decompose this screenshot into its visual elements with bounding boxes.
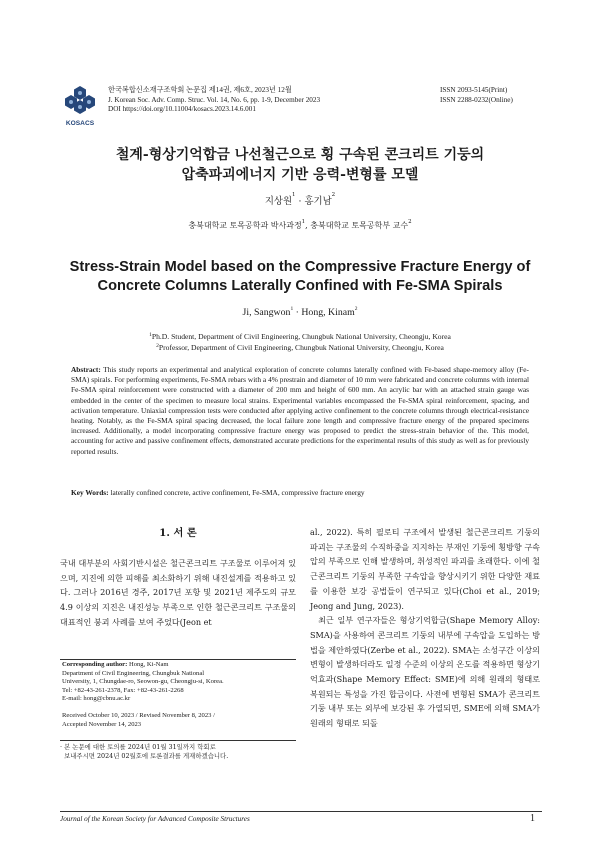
- citation-korean: 한국복합신소재구조학회 논문집 제14권, 제6호, 2023년 12월: [108, 86, 292, 94]
- keywords: [71, 488, 529, 497]
- english-author-separator: ·: [293, 307, 302, 318]
- note-divider: [60, 740, 296, 741]
- keywords-text: laterally confined concrete, active confinement, Fe-SMA, compressive fracture energy: [110, 488, 365, 497]
- korean-aff2: 충북대학교 토목공학부 교수: [310, 221, 409, 230]
- korean-author2: 홍기남: [304, 196, 332, 207]
- issn-print: ISSN 2093-5145(Print): [440, 86, 508, 94]
- english-title-line1: Stress-Strain Model based on the Compressive Fracture Energy of: [69, 259, 531, 275]
- korean-aff2-sup: 2: [408, 219, 412, 225]
- english-author2-sup: 2: [354, 306, 358, 312]
- corresponding-label: Corresponding author:: [62, 661, 128, 668]
- page-number: 1: [530, 813, 535, 824]
- english-author2: Hong, Kinam: [301, 307, 355, 318]
- english-aff2-sup: 2: [156, 343, 159, 349]
- english-aff1: Ph.D. Student, Department of Civil Engineering, Chungbuk National University, Cheongju, Korea: [151, 332, 451, 341]
- note-line1: · 본 논문에 대한 토의를 2024년 01월 31일까지 학회로: [60, 743, 216, 751]
- corresponding-dept: Department of Civil Engineering, Chungbuk National: [62, 669, 205, 677]
- korean-affiliations: [0, 220, 600, 231]
- english-aff1-sup: 1: [149, 332, 152, 338]
- english-authors: [0, 307, 600, 318]
- korean-author1: 지상원: [264, 196, 293, 207]
- korean-authors: [0, 193, 600, 207]
- korean-aff1-sup: 1: [301, 219, 306, 225]
- english-aff2: Professor, Department of Civil Engineering, Chungbuk National University, Cheongju, Korea: [158, 343, 444, 352]
- korean-author1-sup: 1: [292, 192, 296, 198]
- citation-english: J. Korean Soc. Adv. Comp. Struc. Vol. 14, No. 6, pp. 1-9, December 2023: [108, 95, 321, 104]
- intro-left-column: 국내 대부분의 사회기반시설은 철근콘크리트 구조물로 이루어져 있으며, 지진에 의한 피해를 최소화하기 위해 내진설계를 적용하고 있다. 그러나 2016년 경주, 2017년 포항 및 2021년 제주도의 규모 4.9 이상의 지진은 내진성능 부족으로 인한 철근콘크리트 구조물의 대표적인 붕괴 사례를 보여 주었다(Jeon et: [60, 558, 296, 627]
- english-affiliation-2: [0, 342, 600, 353]
- received-line2: Accepted November 14, 2023: [62, 720, 142, 728]
- english-affiliation-1: [0, 331, 600, 342]
- issn-online: ISSN 2288-0232(Online): [440, 95, 513, 104]
- discussion-note: [60, 743, 296, 761]
- logo-wordmark: KOSACS: [65, 120, 95, 127]
- received-dates: [62, 712, 294, 729]
- korean-title-line2: 압축파괴에너지 기반 응력-변형률 모델: [181, 167, 419, 183]
- korean-author-separator: ·: [295, 196, 305, 207]
- intro-paragraph-1: al., 2022). 특히 필로티 구조에서 발생된 철근콘크리트 기둥의 파괴는 구조물의 수직하중을 지지하는 부재인 기둥에 횡방향 구속압의 부족으로 인해 발생하며, 취성적인 파괴를 초래한다. 이에 철근콘크리트 기둥의 부족한 구속압을 향상시키기 위한 다양한 재료를 이용한 보강 공법들이 연구되고 있다(Choi et al., 2019; Jeong and Jung, 2023).: [310, 527, 540, 611]
- abstract: [71, 365, 529, 457]
- korean-aff-separator: ,: [305, 221, 311, 230]
- footer-journal-name: Journal of the Korean Society for Advanced Composite Structures: [60, 815, 250, 823]
- received-line1: Received October 10, 2023 / Revised November 8, 2023 /: [62, 712, 215, 719]
- correspondence-divider: [60, 659, 296, 660]
- english-author1-sup: 1: [290, 306, 294, 312]
- corresponding-name: Hong, Ki-Nam: [128, 661, 169, 668]
- issn-block: [440, 86, 513, 105]
- section-title: 1. 서 론: [159, 527, 197, 539]
- corresponding-email[interactable]: E-mail: hong@cbnu.ac.kr: [62, 695, 131, 703]
- korean-aff1: 충북대학교 토목공학과 박사과정: [188, 221, 302, 230]
- journal-citation: [108, 86, 320, 115]
- intro-right-column: [310, 525, 540, 731]
- korean-author2-sup: 2: [331, 192, 336, 198]
- journal-logo: [60, 84, 100, 120]
- doi-link[interactable]: DOI https://doi.org/10.11004/kosacs.2023.14.6.001: [108, 105, 256, 114]
- abstract-text: This study reports an experimental and analytical exploration of concrete columns laterally confined with Fe-based shape-memory alloy (Fe-SMA) spirals. For performing experiments, Fe-SMA rebars with a 4% prestrain and diameter of 10 mm were fabricated and concrete columns with internal Fe-SMA spiral reinforcement were constructed with a diameter of 200 mm and height of 600 mm. An acrylic bar with an attached strain gauge was embedded in the center of the specimen to measure local strains. Experimental variables encompassed the Fe-SMA spiral reinforcement, spacing, and activation temperature. Uniaxial compression tests were conducted after applying active confinement to the concrete columns through electrical-resistance heating. Notably, as the Fe-SMA spiral spacing decreased, the local failure zone length and compressive fracture energy of the prepared specimens increased. Additionally, a model incorporating compressive fracture energy was proposed to predict the stress-strain behavior of the. This model, accounting for active and passive confinement effects, demonstrated accurate predictions for the experimental results of this study as well as for previously reported results.: [71, 365, 529, 456]
- corresponding-author-block: [62, 661, 294, 704]
- english-title-line2: Concrete Columns Laterally Confined with Fe-SMA Spirals: [97, 278, 503, 294]
- abstract-label: Abstract:: [71, 365, 101, 374]
- korean-title-line1: 철계-형상기억합금 나선철근으로 횡 구속된 콘크리트 기둥의: [115, 147, 485, 163]
- corresponding-phone: Tel: +82-43-261-2378, Fax: +82-43-261-2268: [62, 686, 184, 694]
- corresponding-address: University, 1, Chungdae-ro, Seowon-gu, Cheongju-si, Korea.: [62, 678, 224, 686]
- intro-paragraph-2: 최근 일부 연구자들은 형상기억합금(Shape Memory Alloy: SMA)을 사용하여 콘크리트 기둥의 내부에 구속압을 도입하는 방법을 제안하였다(Zerbe et al., 2022). SMA는 소성구간 이상의 변형이 발생하더라도 일정 수준의 이상의 온도를 적용하면 형상기억효과(Shape Memory Effect: SME)에 의해 원래의 형태로 복원되는 특성을 가진 합금이다. 사전에 변형된 SMA가 콘크리트 기둥 내부 또는 외부에 보강된 후 가열되면, SME에 의해 SMA가 원래의 형태로 되돌: [310, 615, 540, 729]
- note-line2: 보내주시면 2024년 02월호에 토론결과를 게재하겠습니다.: [60, 752, 229, 760]
- keywords-label: Key Words:: [71, 488, 109, 497]
- footer-divider: [60, 811, 542, 812]
- english-author1: Ji, Sangwon: [242, 307, 291, 318]
